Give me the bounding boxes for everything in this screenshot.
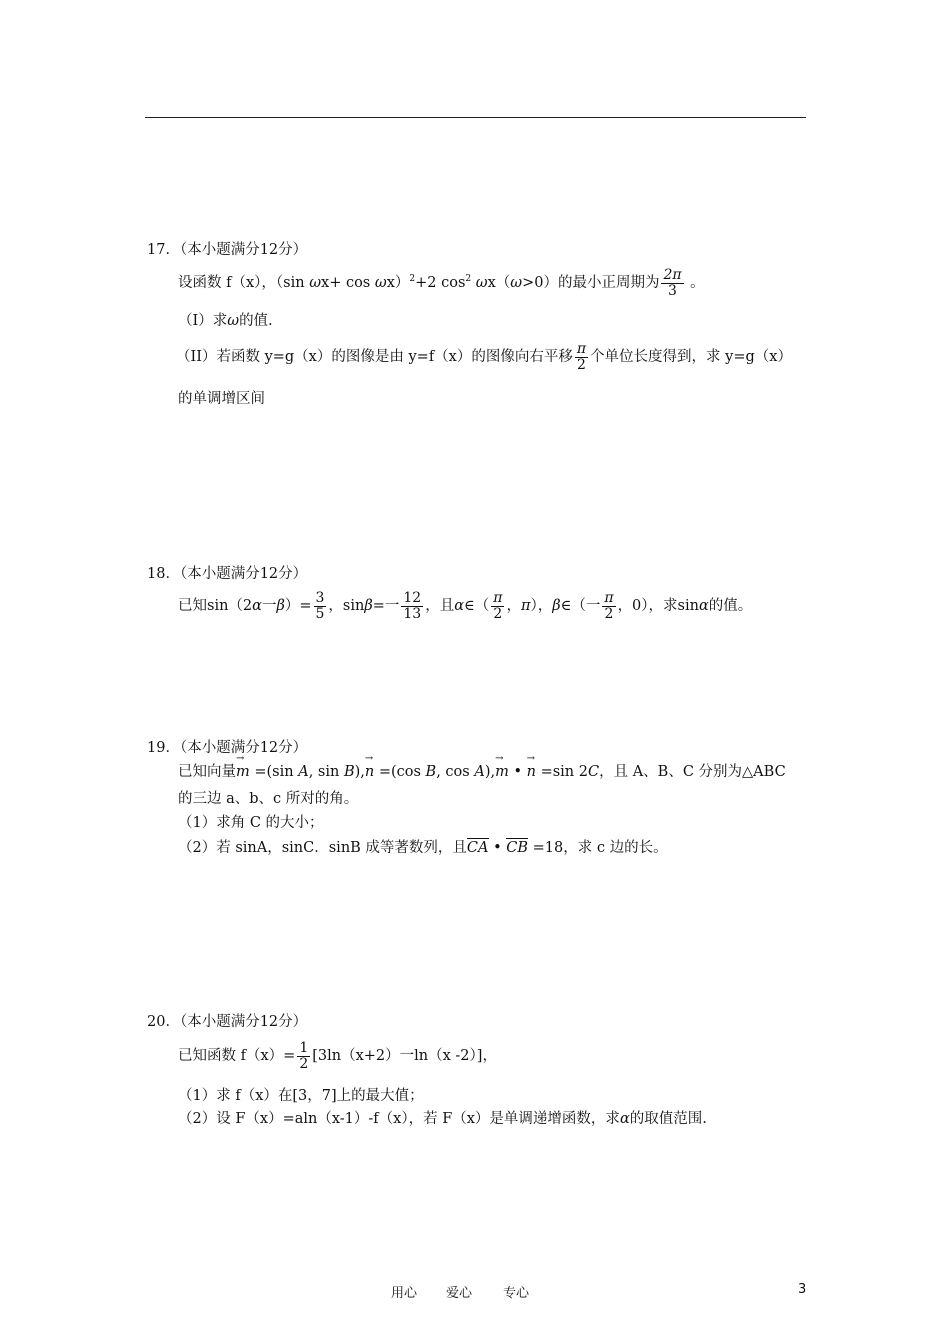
q17-part1: （I）求ω的值. [178, 313, 273, 329]
q17-heading: 17．（本小题满分12分） [147, 242, 308, 258]
q19-part1: （1）求角 C 的大小； [178, 815, 324, 831]
q20-line1: 已知函数 f（x）= $\frac{1}{2}$ [3ln（x+2）一ln（x -2）]， [178, 1039, 497, 1072]
header-rule [145, 117, 806, 118]
q20-part1: （1）求 f（x）在[3，7]上的最大值； [178, 1088, 424, 1104]
q19-heading: 19．（本小题满分12分） [147, 740, 308, 756]
q17-part2-cont: 的单调增区间 [178, 391, 265, 407]
q19-line2: 的三边 a、b、c 所对的角。 [178, 791, 359, 807]
q17-shift-fraction: $\frac{\pi}{2}$ [576, 340, 587, 373]
footer-text-2: 爱心 [446, 1286, 473, 1301]
q19-part2: （2）若 sinA，sinC．sinB 成等著数列，且CA • CB =18，求 c 边的长。 [178, 840, 668, 856]
footer-text-3: 专心 [503, 1286, 530, 1301]
q20-part2: （2）设 F（x）=aln（x-1）-f（x），若 F（x）是单调递增函数，求α的取值范围. [178, 1111, 707, 1127]
q18-heading: 18．（本小题满分12分） [147, 566, 308, 582]
q18-line1: 已知sin（2α一β）= $\frac{3}{5}$ ，sinβ=一 $\frac{12}{13}$ ，且α∈（ $\frac{\pi}{2}$ ，π），β∈（一 $\frac{\pi}{2}$ ，0），求sinα的值。 [178, 589, 753, 622]
page-number: 3 [798, 1282, 807, 1297]
q20-heading: 20．（本小题满分12分） [147, 1014, 308, 1030]
q19-line1: 已知向量→ m =(sin A, sin B),→ n =(cos B, cos A),→ m • → n =sin 2C，且 A、B、C 分别为△ABC [178, 760, 786, 781]
q17-period-fraction: $\frac{2\pi}{3}$ [663, 266, 682, 299]
q17-part2: （II）若函数 y=g（x）的图像是由 y=f（x）的图像向右平移 $\frac{\pi}{2}$ 个单位长度得到，求 y=g（x） [176, 340, 792, 373]
footer-text-1: 用心 [391, 1286, 418, 1301]
q17-line1: 设函数 f（x），（sin ωx+ cos ωx）$^2$+2 $\cos^2 \omega x(\omega>0)$的最小正周期为 $\frac{2\pi}{3}$ 。 [178, 266, 705, 299]
